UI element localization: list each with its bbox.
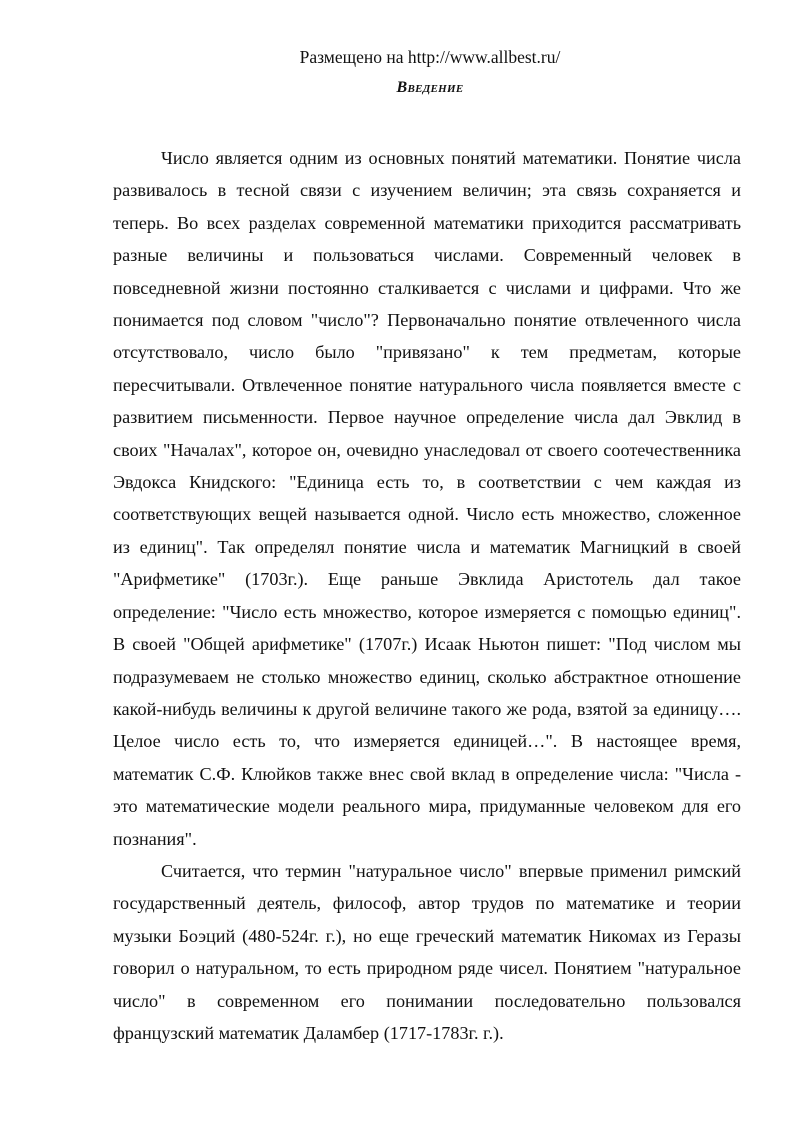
page-header: Размещено на http://www.allbest.ru/ xyxy=(299,47,561,67)
paragraph-2: Считается, что термин "натуральное число" впервые применил римский государственный деятель, философ, автор трудов по математике и теории музыки Боэций (480-524г. г.), но еще греческий математик Никомах из Геразы говорил о натуральном, то есть природном ряде чисел. Понятием "натуральное число" в современном его понимании последовательно пользовался французский математик Даламбер (1717-1783г. г.). xyxy=(113,860,741,1043)
body-text xyxy=(113,142,741,1049)
paragraph-1: Число является одним из основных понятий математики. Понятие числа развивалось в тесной связи с изучением величин; эта связь сохраняется и теперь. Во всех разделах современной математики приходится рассматривать разные величины и пользоваться числами. Современный человек в повседневной жизни постоянно сталкивается с числами и цифрами. Что же понимается под словом "число"? Первоначально понятие отвлеченного числа отсутствовало, число было "привязано" к тем предметам, которые пересчитывали. Отвлеченное понятие натурального числа появляется вместе с развитием письменности. Первое научное определение числа дал Эвклид в своих "Началах", которое он, очевидно унаследовал от своего соотечественника Эвдокса Книдского: "Единица есть то, в соответствии с чем каждая из соответствующих вещей называется одной. Число есть множество, сложенное из единиц". Так определял понятие числа и математик Магницкий в своей "Арифметике" (1703г.). Еще раньше Эвклида Аристотель дал такое определение: "Число есть множество, которое измеряется с помощью единиц". В своей "Общей арифметике" (1707г.) Исаак Ньютон пишет: "Под числом мы подразумеваем не столько множество единиц, сколько абстрактное отношение какой-нибудь величины к другой величине такого же рода, взятой за единицу…. Целое число есть то, что измеряется единицей…". В настоящее время, математик С.Ф. Клюйков также внес свой вклад в определение числа: "Числа - это математические модели реального мира, придуманные человеком для его познания". xyxy=(113,148,741,849)
page-title: Введение xyxy=(396,79,464,96)
